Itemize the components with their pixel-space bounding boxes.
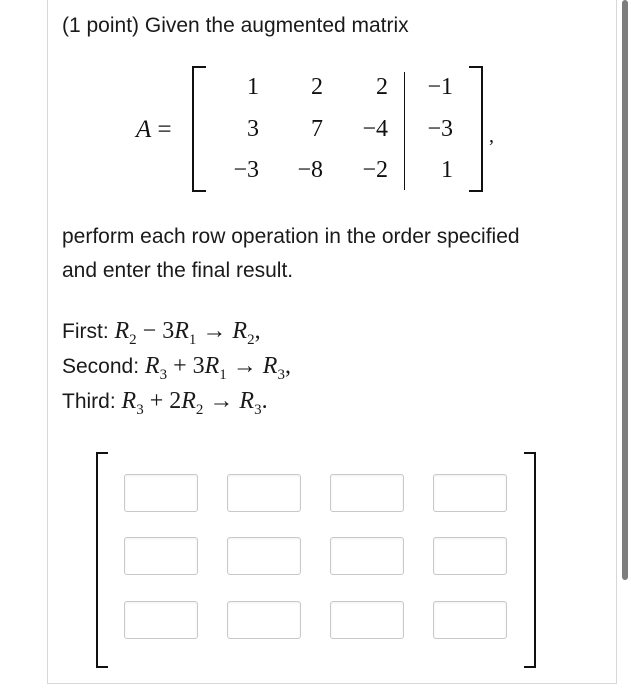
row-index: 3	[136, 401, 144, 418]
augmented-divider	[404, 72, 405, 190]
row-var: R	[121, 388, 137, 414]
matrix-cell: −2	[362, 157, 388, 183]
op-sign: −	[142, 318, 157, 344]
answer-cell-r2c4[interactable]	[433, 537, 507, 575]
matrix-cell: 2	[311, 74, 323, 100]
row-var: R	[181, 388, 196, 414]
answer-cell-r1c2[interactable]	[227, 474, 301, 512]
op-end: ,	[254, 318, 261, 344]
answer-right-bracket	[524, 452, 536, 668]
matrix-left-bracket	[192, 66, 206, 192]
arrow-icon: →	[232, 353, 257, 379]
arrow-icon: →	[202, 318, 227, 344]
instructions: perform each row operation in the order specified and enter the final result.	[62, 225, 520, 282]
matrix-augmented-cell: −1	[427, 74, 453, 100]
matrix-cell: 1	[247, 74, 259, 100]
op-coef: 3	[192, 353, 205, 379]
op-end: .	[261, 388, 268, 414]
answer-left-bracket	[96, 452, 108, 668]
row-var: R	[204, 353, 220, 379]
op-coef: 3	[162, 318, 175, 344]
op-sign: +	[173, 353, 187, 379]
matrix-cell: −8	[297, 157, 323, 183]
matrix-right-bracket	[469, 66, 483, 192]
op-end: ,	[284, 353, 291, 379]
matrix-label	[136, 116, 172, 144]
matrix-cell: 2	[376, 74, 388, 100]
row-index: 2	[247, 331, 255, 348]
row-index: 3	[159, 366, 168, 383]
row-index: 3	[277, 366, 285, 383]
op-coef: 2	[169, 388, 182, 414]
scrollbar[interactable]	[622, 0, 628, 580]
operation-second	[62, 353, 291, 384]
answer-cell-r3c3[interactable]	[330, 601, 404, 639]
answer-cell-r3c1[interactable]	[124, 601, 198, 639]
matrix-cell: −3	[233, 157, 259, 183]
row-index: 2	[129, 331, 137, 348]
answer-cell-r2c3[interactable]	[330, 537, 404, 575]
answer-cell-r3c4[interactable]	[433, 601, 507, 639]
answer-cell-r2c2[interactable]	[227, 537, 301, 575]
row-var: R	[232, 318, 248, 344]
operation-third	[62, 388, 268, 419]
row-index: 1	[188, 331, 197, 348]
problem-intro: (1 point) Given the augmented matrix	[62, 14, 409, 37]
matrix-equals: =	[157, 116, 172, 143]
matrix-augmented-cell: 1	[441, 157, 453, 183]
matrix-augmented-cell: −3	[427, 116, 453, 142]
operation-first	[62, 318, 261, 349]
answer-cell-r2c1[interactable]	[124, 537, 198, 575]
row-var: R	[144, 353, 160, 379]
operation-label: Second:	[62, 355, 140, 378]
row-index: 2	[195, 401, 204, 418]
answer-cell-r3c2[interactable]	[227, 601, 301, 639]
answer-cell-r1c1[interactable]	[124, 474, 198, 512]
operation-label: Third:	[62, 390, 116, 413]
row-var: R	[262, 353, 278, 379]
row-index: 3	[254, 401, 262, 418]
matrix-comma: ,	[489, 125, 494, 147]
answer-cell-r1c3[interactable]	[330, 474, 404, 512]
operation-label: First:	[62, 320, 109, 343]
answer-cell-r1c4[interactable]	[433, 474, 507, 512]
row-var: R	[114, 318, 130, 344]
matrix-cell: −4	[362, 116, 388, 142]
matrix-name: A	[136, 116, 152, 143]
matrix-cell: 7	[311, 116, 323, 142]
row-var: R	[239, 388, 255, 414]
row-index: 1	[219, 366, 227, 383]
arrow-icon: →	[209, 388, 234, 414]
matrix-cell: 3	[247, 116, 259, 142]
row-var: R	[174, 318, 189, 344]
op-sign: +	[149, 388, 164, 414]
